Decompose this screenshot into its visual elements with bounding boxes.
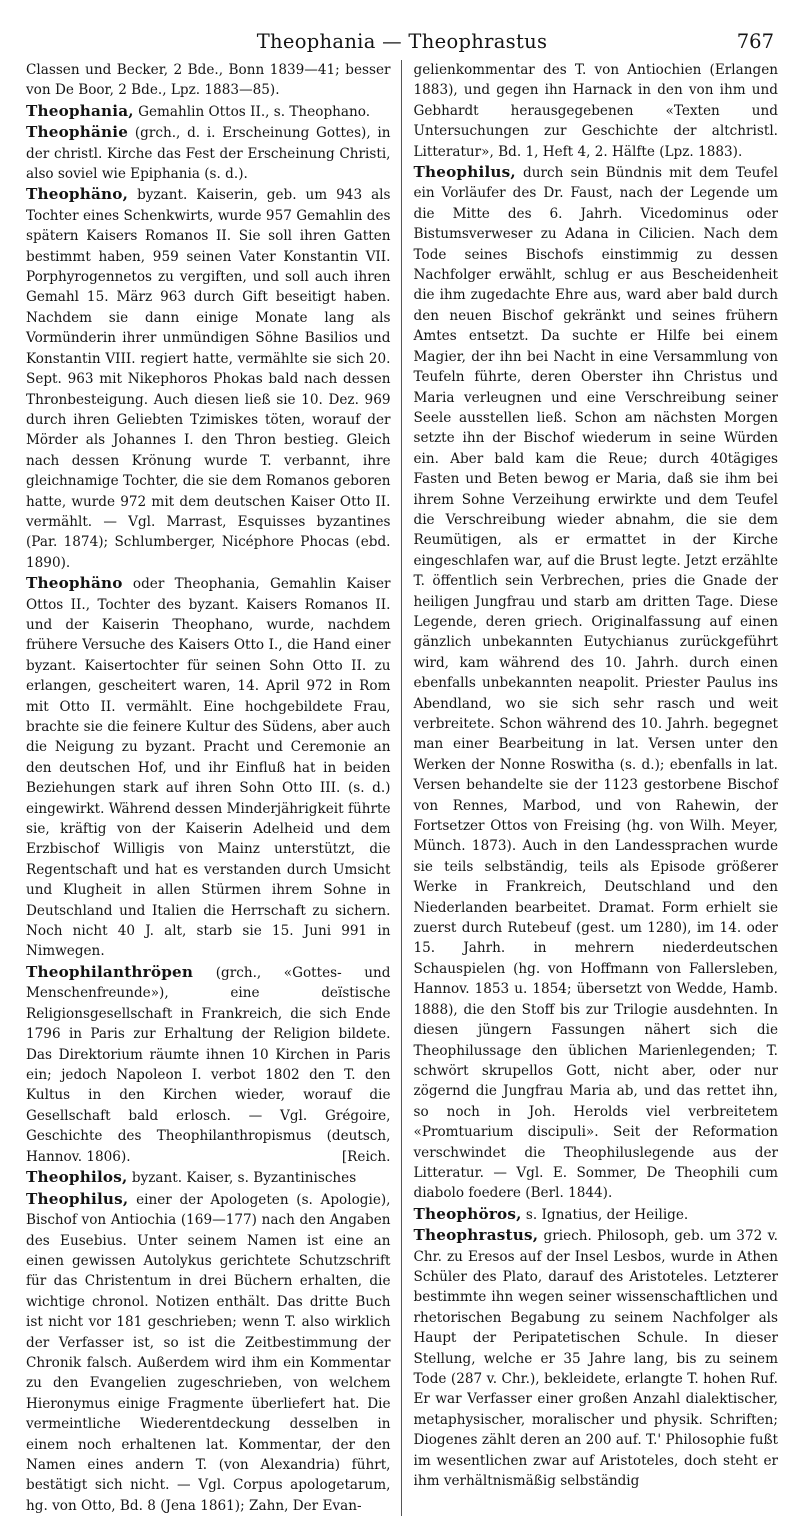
entry-continuation: Classen und Becker, 2 Bde., Bonn 1839—41; besser von De Boor, 2 Bde., Lpz. 1883—85).: [26, 62, 391, 99]
entry-headword: Theophäno,: [26, 185, 129, 204]
entry-headword: Theophöros,: [413, 1204, 522, 1223]
entry-headword: Theophrastus,: [413, 1226, 539, 1245]
entry-theophanie: Theophänie (grch., d. i. Erscheinung Gottes), in der christl. Kirche das Fest der Erscheinung Christi, also soviel wie Epiphania (s. d.).: [26, 123, 391, 183]
entry-headword: Theophilus,: [413, 163, 516, 182]
entry-continuation: gelienkommentar des T. von Antiochien (Erlangen 1883), und gegen ihn Harnack in den von ihm und Gebhardt herausgegebenen «Texten und Untersuchungen zur Geschichte der altchristl. Litteratur», Bd. 1, Heft 4, 2. Hälfte (Lpz. 1883).: [413, 62, 778, 160]
entry-theophilanthropen: Theophilanthröpen (grch., «Gottes- und Menschenfreunde»), eine deïstische Religionsgesellschaft in Frankreich, die sich Ende 1796 in Paris zur Erhaltung der Religion bildete. Das Direktorium räumte ihnen 10 Kirchen in Paris ein; jedoch Napoleon I. verbot 1802 den T. den Kultus in den Kirchen wieder, worauf die Gesellschaft bald erlosch. — Vgl. Grégoire, Geschichte des Theophilanthropismus (deutsch, Hannov. 1806). [Reich.: [26, 962, 391, 1167]
entry-headword: Theophania,: [26, 101, 134, 120]
entry-headword: Theophilus,: [26, 1189, 129, 1208]
page-number: 767: [736, 30, 774, 53]
left-column: [26, 60, 402, 1516]
page-header: [26, 26, 778, 60]
entry-theophrastus: Theophrastus, griech. Philosoph, geb. um 372 v. Chr. zu Eresos auf der Insel Lesbos, wurde in Athen Schüler des Plato, darauf des Aristoteles. Letzterer bestimmte ihn wegen seiner wissenschaftlichen und rhetorischen Begabung zu seinem Nachfolger als Haupt der Peripatetischen Schule. In dieser Stellung, welche er 35 Jahre lang, bis zu seinem Tode (287 v. Chr.), bekleidete, erlangte T. hohen Ruf. Er war Verfasser einer großen Anzahl dialektischer, metaphysischer, moralischer und physik. Schriften; Diogenes zählt deren an 200 auf. T.' Philosophie fußt im wesentlichen zwar auf Aristoteles, doch steht er ihm verhältnismäßig selbständig: [413, 1226, 778, 1490]
entry-theophano-gemahlin: Theophäno oder Theophania, Gemahlin Kaiser Ottos II., Tochter des byzant. Kaisers Romanos II. und der Kaiserin Theophano, wurde, nachdem frühere Versuche des Kaisers Otto I., die Hand einer byzant. Kaisertochter für seinen Sohn Otto II. zu erlangen, gescheitert waren, 14. April 972 in Rom mit Otto II. vermählt. Eine hochgebildete Frau, brachte sie die feinere Kultur des Südens, aber auch die Neigung zu byzant. Pracht und Ceremonie an den deutschen Hof, und ihr Einfluß hat in beiden Beziehungen stark auf ihren Sohn Otto III. (s. d.) eingewirkt. Während dessen Minderjährigkeit führte sie, kräftig von der Kaiserin Adelheid und dem Erzbischof Willigis von Mainz unterstützt, die Regentschaft und hat es verstanden durch Umsicht und Klugheit in allen Stürmen ihrem Sohne in Deutschland und Italien die Herrschaft zu sichern. Noch nicht 40 J. alt, starb sie 15. Juni 991 in Nimwegen.: [26, 574, 391, 960]
running-title: Theophania — Theophrastus: [256, 30, 548, 53]
author-signature: [Reich.: [341, 1148, 391, 1165]
entry-theophoros: Theophöros, s. Ignatius, der Heilige.: [413, 1204, 689, 1223]
entry-theophano-kaiserin: Theophäno, byzant. Kaiserin, geb. um 943 als Tochter eines Schenkwirts, wurde 957 Gemahlin des spätern Kaisers Romanos II. Sie soll ihren Gatten bestimmt haben, 959 seinen Vater Konstantin VII. Porphyrogennetos zu vergiften, und soll auch ihren Gemahl 15. März 963 durch Gift beseitigt haben. Nachdem sie dann einige Monate lang als Vormünderin ihrer unmündigen Söhne Basilios und Konstantin VIII. regiert hatte, vermählte sie sich 20. Sept. 963 mit Nikephoros Phokas bald nach dessen Thronbesteigung. Auch diesen ließ sie 10. Dez. 969 durch ihren Geliebten Tzimiskes töten, worauf der Mörder als Johannes I. den Thron bestieg. Gleich nach dessen Krönung wurde T. verbannt, ihre gleichnamige Tochter, die sie dem Romanos geboren hatte, wurde 972 mit dem deutschen Kaiser Otto II. vermählt. — Vgl. Marrast, Esquisses byzantines (Par. 1874); Schlumberger, Nicéphore Phocas (ebd. 1890).: [26, 185, 391, 571]
entry-theophania: Theophania, Gemahlin Ottos II., s. Theophano.: [26, 101, 371, 120]
entry-headword: Theophilanthröpen: [26, 962, 194, 981]
entry-headword: Theophänie: [26, 123, 129, 142]
entry-theophilus-legende: Theophilus, durch sein Bündnis mit dem Teufel ein Vorläufer des Dr. Faust, nach der Legende um die Mitte des 6. Jahrh. Vicedominus oder Bistumsverweser zu Adana in Cilicien. Nach dem Tode seines Bischofs einstimmig zu dessen Nachfolger erwählt, schlug er aus Bescheidenheit die ihm zugedachte Ehre aus, ward aber bald durch den neuen Bischof gekränkt und seines frühern Amtes entsetzt. Da suchte er Hilfe bei einem Magier, der ihn bei Nacht in eine Versammlung von Teufeln führte, deren Oberster ihn Christus und Maria verleugnen und eine Verschreibung seiner Seele ausstellen ließ. Schon am nächsten Morgen setzte ihn der Bischof wiederum in seine Würden ein. Aber bald kam die Reue; durch 40tägiges Fasten und Beten bewog er Maria, daß sie ihm bei ihrem Sohne Verzeihung erwirkte und dem Teufel die Verschreibung wieder abnahm, die sie dem Reumütigen, als er ermattet in der Kirche eingeschlafen war, auf die Brust legte. Jetzt erzählte T. öffentlich sein Verbrechen, pries die Gnade der heiligen Jungfrau und starb am dritten Tage. Diese Legende, deren griech. Originalfassung auf einen gänzlich unbekannten Eutychianus zurückgeführt wird, kam während des 10. Jahrh. durch einen ebenfalls unbekannten neapolit. Priester Paulus ins Abendland, wo sie sich sehr rasch und weit verbreitete. Schon während des 10. Jahrh. begegnet man einer Bearbeitung in lat. Versen unter den Werken der Nonne Roswitha (s. d.); ebenfalls in lat. Versen behandelte sie der 1123 gestorbene Bischof von Rennes, Marbod, und von Rahewin, der Fortsetzer Ottos von Freising (hg. von Wilh. Meyer, Münch. 1873). Auch in den Landessprachen wurde sie teils selbständig, teils als Episode größerer Werke in Frankreich, Deutschland und den Niederlanden bearbeitet. Dramat. Form erhielt sie zuerst durch Rutebeuf (gest. um 1280), im 14. oder 15. Jahrh. in mehrern niederdeutschen Schauspielen (hg. von Hoffmann von Fallersleben, Hannov. 1853 u. 1854; übersetzt von Wedde, Hamb. 1888), die den Stoff bis zur Trilogie ausdehnten. In diesen jüngern Fassungen nähert sich die Theophilussage den üblichen Marienlegenden; T. schwört skrupellos Gott, nicht aber, oder nur zögernd die Jungfrau Maria ab, und das rettet ihn, so noch in Joh. Herolds viel verbreitetem «Promtuarium discipuli». Seit der Reformation verschwindet die Theophiluslegende aus der Litteratur. — Vgl. E. Sommer, De Theophili cum diabolo foedere (Berl. 1844).: [413, 163, 778, 1202]
entry-theophilus-apologet: Theophilus, einer der Apologeten (s. Apologie), Bischof von Antiochia (169—177) nach den Angaben des Eusebius. Unter seinem Namen ist eine an einen gewissen Autolykus gerichtete Schutzschrift für das Christentum in drei Büchern erhalten, die wichtige chronol. Notizen enthält. Das dritte Buch ist nicht vor 181 geschrieben; wenn T. also wirklich der Verfasser ist, so ist die Zeitbestimmung der Chronik falsch. Außerdem wird ihm ein Kommentar zu den Evangelien zugeschrieben, von welchem Hieronymus einige Fragmente überliefert hat. Die vermeintliche Wiederentdeckung desselben in einem noch erhaltenen lat. Kommentar, der den Namen eines andern T. (von Alexandria) führt, bestätigt sich nicht. — Vgl. Corpus apologetarum, hg. von Otto, Bd. 8 (Jena 1861); Zahn, Der Evan-: [26, 1189, 391, 1514]
text-columns: [26, 60, 778, 1516]
entry-headword: Theophilos,: [26, 1168, 128, 1187]
entry-theophilos: Theophilos, byzant. Kaiser, s. Byzantinisches: [26, 1168, 357, 1187]
right-column: [402, 60, 779, 1516]
entry-headword: Theophäno: [26, 574, 123, 593]
